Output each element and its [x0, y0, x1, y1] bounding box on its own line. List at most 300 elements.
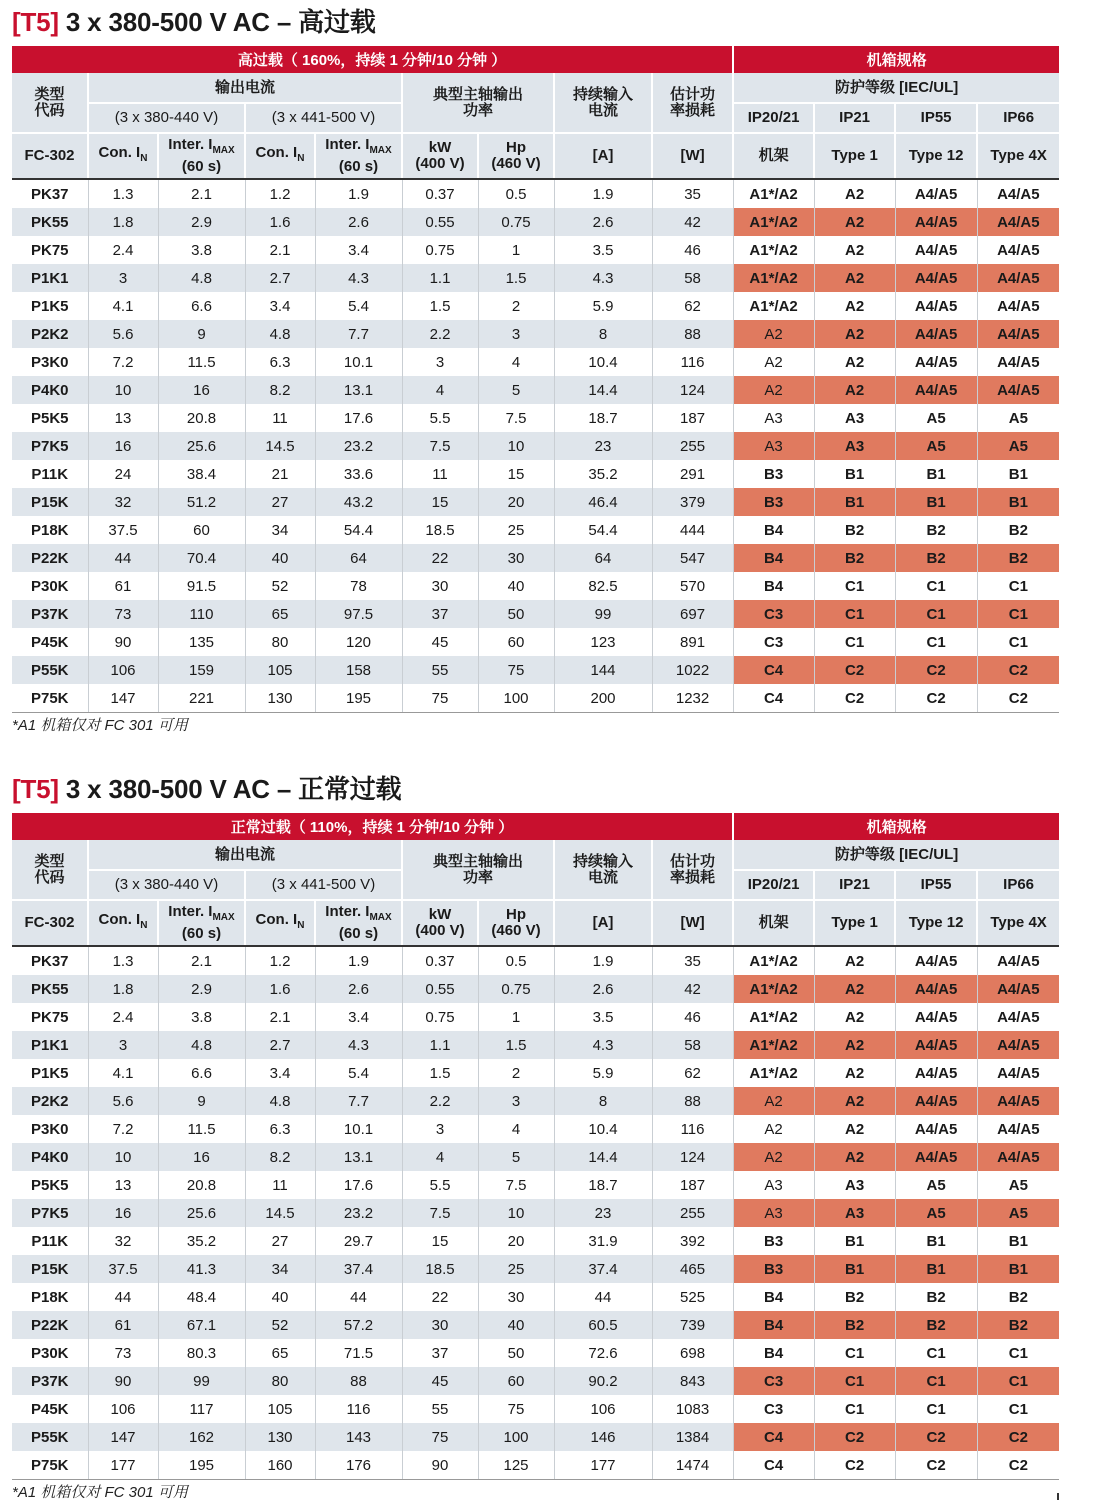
table-cell: 4.8 [245, 320, 315, 348]
table-cell: 10 [88, 1143, 158, 1171]
table-cell: 1.9 [315, 179, 402, 208]
table-cell: 14.4 [554, 376, 652, 404]
enclosure-cell: A2 [733, 320, 814, 348]
table-cell: 7.7 [315, 320, 402, 348]
enclosure-cell: C1 [895, 1395, 977, 1423]
ip-class-header: IP21 [814, 103, 895, 133]
enclosure-cell: B1 [977, 488, 1059, 516]
output-current-header: 输出电流 [88, 73, 402, 103]
table-cell: 120 [315, 628, 402, 656]
enclosure-cell: A2 [814, 264, 895, 292]
enclosure-cell: A4/A5 [895, 975, 977, 1003]
enclosure-cell: B3 [733, 460, 814, 488]
enclosure-cell: A3 [814, 432, 895, 460]
table-cell: 4 [478, 1115, 554, 1143]
table-cell: 0.75 [402, 1003, 478, 1031]
table-cell: 4.8 [158, 264, 245, 292]
table-cell: 3 [402, 1115, 478, 1143]
con-in-header: Con. $I_N$ [88, 900, 158, 946]
table-cell: 44 [554, 1283, 652, 1311]
table-cell: 22 [402, 1283, 478, 1311]
table-cell: 11.5 [158, 348, 245, 376]
table-cell: 7.2 [88, 348, 158, 376]
type1-header: Type 1 [814, 900, 895, 946]
header-line: Inter. $I_{MAX}$ [325, 903, 392, 923]
table-cell: 31.9 [554, 1227, 652, 1255]
model-code-cell: PK55 [12, 208, 88, 236]
table-cell: 0.5 [478, 179, 554, 208]
table-cell: 116 [315, 1395, 402, 1423]
table-cell: 32 [88, 1227, 158, 1255]
enclosure-cell: A2 [814, 320, 895, 348]
table-cell: 1.5 [402, 1059, 478, 1087]
table-cell: 5.4 [315, 1059, 402, 1087]
header-line: kW [428, 906, 452, 923]
enclosure-cell: A2 [733, 1143, 814, 1171]
con-in-header: Con. $I_N$ [245, 133, 315, 179]
table-cell: 1.9 [315, 946, 402, 975]
enclosure-cell: A1*/A2 [733, 946, 814, 975]
table-cell: 75 [478, 1395, 554, 1423]
table-cell: 45 [402, 1367, 478, 1395]
watts-unit-header: [W] [652, 133, 733, 179]
enclosure-cell: B1 [814, 1255, 895, 1283]
table-cell: 90 [88, 628, 158, 656]
enclosure-cell: A2 [814, 236, 895, 264]
table-cell: 4.3 [315, 1031, 402, 1059]
table-cell: 61 [88, 1311, 158, 1339]
enclosure-cell: C2 [814, 1423, 895, 1451]
table-row [12, 1339, 1059, 1367]
table-cell: 16 [88, 432, 158, 460]
voltage-range-2: (3 x 441-500 V) [245, 870, 402, 900]
enclosure-cell: C2 [895, 656, 977, 684]
frame-header: 机架 [733, 133, 814, 179]
table-cell: 4.3 [554, 1031, 652, 1059]
enclosure-cell: A4/A5 [895, 292, 977, 320]
enclosure-cell: A1*/A2 [733, 236, 814, 264]
table-cell: 4.1 [88, 1059, 158, 1087]
table-cell: 1.8 [88, 975, 158, 1003]
model-code-cell: P37K [12, 600, 88, 628]
table-cell: 1.5 [402, 292, 478, 320]
model-code-cell: P75K [12, 684, 88, 713]
inter-imax-header [158, 900, 245, 946]
table-cell: 73 [88, 1339, 158, 1367]
enclosure-cell: C1 [814, 600, 895, 628]
table-row [12, 1003, 1059, 1031]
table-cell: 2 [478, 1059, 554, 1087]
table-cell: 106 [554, 1395, 652, 1423]
table-cell: 10 [88, 376, 158, 404]
con-in-header: Con. $I_N$ [88, 133, 158, 179]
header-line: 功率 [462, 868, 493, 886]
table-cell: 160 [245, 1451, 315, 1480]
table-cell: 78 [315, 572, 402, 600]
header-line: 电流 [587, 101, 618, 119]
table-cell: 5.9 [554, 1059, 652, 1087]
kw-header [402, 133, 478, 179]
table-cell: 40 [245, 1283, 315, 1311]
table-cell: 3.8 [158, 1003, 245, 1031]
enclosure-cell: C1 [895, 628, 977, 656]
table-cell: 57.2 [315, 1311, 402, 1339]
table-cell: 8 [554, 320, 652, 348]
table-cell: 33.6 [315, 460, 402, 488]
table-cell: 10.4 [554, 348, 652, 376]
enclosure-cell: A2 [814, 376, 895, 404]
model-code-cell: P1K1 [12, 264, 88, 292]
table-cell: 105 [245, 1395, 315, 1423]
enclosure-cell: C2 [895, 684, 977, 713]
enclosure-cell: C2 [977, 1451, 1059, 1480]
header-line: (60 s) [338, 925, 379, 942]
table-cell: 9 [158, 1087, 245, 1115]
table-row [12, 404, 1059, 432]
section-high-overload [12, 5, 1059, 739]
table-cell: 2.4 [88, 236, 158, 264]
enclosure-cell: B3 [733, 488, 814, 516]
enclosure-cell: A4/A5 [895, 1059, 977, 1087]
table-cell: 11 [245, 404, 315, 432]
power-loss-header [652, 73, 733, 133]
enclosure-cell: A4/A5 [895, 1143, 977, 1171]
header-line: Hp [506, 906, 526, 923]
table-cell: 44 [88, 544, 158, 572]
model-code-cell: P3K0 [12, 1115, 88, 1143]
table-cell: 38.4 [158, 460, 245, 488]
table-cell: 11.5 [158, 1115, 245, 1143]
enclosure-cell: C3 [733, 1367, 814, 1395]
enclosure-cell: A5 [1008, 1176, 1028, 1194]
enclosure-cell: B2 [895, 544, 977, 572]
enclosure-cell: A4/A5 [895, 946, 977, 975]
table-cell: 465 [652, 1255, 733, 1283]
table-cell: 30 [478, 544, 554, 572]
table-cell: 21 [245, 460, 315, 488]
table-cell: 46 [652, 236, 733, 264]
enclosure-cell: B2 [814, 1283, 895, 1311]
enclosure-cell: C1 [895, 1339, 977, 1367]
table-row [12, 348, 1059, 376]
table-cell: 379 [652, 488, 733, 516]
table-cell: 30 [402, 1311, 478, 1339]
table-cell: 22 [402, 544, 478, 572]
header-line: (400 V) [415, 922, 465, 939]
model-code-cell: P3K0 [12, 348, 88, 376]
table-cell: 20.8 [158, 1171, 245, 1199]
table-cell: 187 [652, 1171, 733, 1199]
table-cell: 123 [554, 628, 652, 656]
inter-imax-header [158, 133, 245, 179]
enclosure-cell: C2 [814, 656, 895, 684]
table-cell: 1 [478, 236, 554, 264]
header-line: 估计功 [670, 852, 716, 870]
enclosure-cell: B4 [733, 544, 814, 572]
table-cell: 91.5 [158, 572, 245, 600]
table-cell: 147 [88, 1423, 158, 1451]
enclosure-cell: A1*/A2 [733, 179, 814, 208]
header-line: Inter. $I_{MAX}$ [325, 136, 392, 156]
enclosure-cell: C1 [814, 628, 895, 656]
enclosure-cell: A2 [814, 348, 895, 376]
table-cell: 116 [652, 1115, 733, 1143]
table-cell: 88 [315, 1367, 402, 1395]
model-header [12, 840, 88, 900]
table-cell: 5 [478, 1143, 554, 1171]
enclosure-cell: C1 [895, 1367, 977, 1395]
enclosure-cell: C1 [814, 1395, 895, 1423]
table-cell: 55 [402, 656, 478, 684]
subscript: MAX [369, 912, 392, 923]
subscript: N [140, 153, 148, 164]
enclosure-cell: C2 [895, 1423, 977, 1451]
table-cell: 117 [158, 1395, 245, 1423]
table-cell: 16 [88, 1199, 158, 1227]
table-cell: 4.1 [88, 292, 158, 320]
table-cell: 23.2 [315, 432, 402, 460]
table-cell: 41.3 [158, 1255, 245, 1283]
table-cell: 116 [652, 348, 733, 376]
enclosure-cell: A4/A5 [895, 208, 977, 236]
enclosure-cell: B4 [733, 572, 814, 600]
table-cell: 739 [652, 1311, 733, 1339]
table-cell: 5.5 [402, 1171, 478, 1199]
table-cell: 13 [88, 404, 158, 432]
enclosure-cell: B4 [733, 1311, 814, 1339]
table-cell: 0.37 [402, 179, 478, 208]
model-code-cell: P7K5 [12, 432, 88, 460]
enclosure-cell: C4 [733, 1423, 814, 1451]
table-cell: 40 [478, 1311, 554, 1339]
table-row [12, 1227, 1059, 1255]
table-cell: 48.4 [158, 1283, 245, 1311]
enclosure-cell: C1 [895, 600, 977, 628]
enclosure-cell: A4/A5 [895, 376, 977, 404]
enclosure-cell: C2 [895, 1451, 977, 1480]
enclosure-cell: A4/A5 [977, 1087, 1059, 1115]
table-cell: 2.6 [554, 208, 652, 236]
table-cell: 90 [88, 1367, 158, 1395]
table-cell: 58 [652, 264, 733, 292]
enclosure-cell: A2 [814, 1059, 895, 1087]
table-cell: 50 [478, 1339, 554, 1367]
banner-row [12, 813, 1059, 840]
fc-header: FC-302 [12, 133, 88, 179]
table-cell: 61 [88, 572, 158, 600]
table-row [12, 179, 1059, 208]
enclosure-cell: B1 [895, 488, 977, 516]
enclosure-cell: A4/A5 [997, 1120, 1040, 1138]
enclosure-cell: A5 [977, 1199, 1059, 1227]
table-cell: 37.4 [554, 1255, 652, 1283]
enclosure-cell: C1 [1008, 577, 1028, 595]
table-row [12, 628, 1059, 656]
enclosure-cell: A4/A5 [997, 297, 1040, 315]
table-cell: 3.4 [315, 1003, 402, 1031]
enclosure-cell: A5 [895, 1199, 977, 1227]
table-cell: 195 [158, 1451, 245, 1480]
table-cell: 37.4 [315, 1255, 402, 1283]
model-code-cell: PK37 [12, 946, 88, 975]
table-cell: 570 [652, 572, 733, 600]
table-cell: 14.5 [245, 1199, 315, 1227]
enclosure-cell: A4/A5 [977, 208, 1059, 236]
enclosure-cell: C3 [733, 628, 814, 656]
enclosure-cell: C4 [733, 684, 814, 713]
enclosure-cell: A4/A5 [997, 1064, 1040, 1082]
table-cell: 130 [245, 684, 315, 713]
enclosure-banner: 机箱规格 [733, 813, 1059, 840]
table-cell: 1083 [652, 1395, 733, 1423]
model-code-cell: P30K [12, 1339, 88, 1367]
model-code-cell: P11K [12, 460, 88, 488]
table-cell: 75 [402, 684, 478, 713]
enclosure-cell: A4/A5 [997, 185, 1040, 203]
table-cell: 2.2 [402, 320, 478, 348]
table-row [12, 432, 1059, 460]
header-line: (460 V) [491, 922, 541, 939]
table-cell: 6.6 [158, 292, 245, 320]
table-cell: 13.1 [315, 376, 402, 404]
table-cell: 10.1 [315, 348, 402, 376]
enclosure-cell: B1 [977, 1255, 1059, 1283]
table-cell: 106 [88, 1395, 158, 1423]
table-cell: 3.4 [315, 236, 402, 264]
model-code-cell: P45K [12, 628, 88, 656]
enclosure-cell: A2 [814, 975, 895, 1003]
power-loss-header [652, 840, 733, 900]
section-tag: [T5] [12, 774, 59, 804]
table-cell: 37.5 [88, 1255, 158, 1283]
table-cell: 50 [478, 600, 554, 628]
enclosure-cell: A5 [895, 1171, 977, 1199]
table-cell: 30 [478, 1283, 554, 1311]
enclosure-cell: A4/A5 [977, 1031, 1059, 1059]
header-line: (400 V) [415, 155, 465, 172]
table-cell: 0.55 [402, 208, 478, 236]
enclosure-cell: B1 [814, 488, 895, 516]
table-cell: 35 [652, 946, 733, 975]
header-line: (60 s) [338, 158, 379, 175]
enclosure-cell: A1*/A2 [733, 264, 814, 292]
enclosure-cell: B3 [733, 1255, 814, 1283]
enclosure-cell: A2 [814, 946, 895, 975]
table-cell: 82.5 [554, 572, 652, 600]
table-cell: 5.4 [315, 292, 402, 320]
banner-row [12, 46, 1059, 73]
table-cell: 71.5 [315, 1339, 402, 1367]
table-row [12, 544, 1059, 572]
table-cell: 25.6 [158, 432, 245, 460]
table-cell: 32 [88, 488, 158, 516]
table-cell: 130 [245, 1423, 315, 1451]
table-cell: 64 [315, 544, 402, 572]
table-cell: 34 [245, 516, 315, 544]
protection-header: 防护等级 [IEC/UL] [733, 840, 1059, 870]
section-title-text: 3 x 380-500 V AC – 高过载 [58, 7, 376, 37]
table-cell: 177 [88, 1451, 158, 1480]
inter-imax-header [315, 133, 402, 179]
enclosure-cell: A4/A5 [977, 975, 1059, 1003]
model-code-cell: P18K [12, 1283, 88, 1311]
table-cell: 3.4 [245, 292, 315, 320]
table-cell: 4.8 [245, 1087, 315, 1115]
table-cell: 90 [402, 1451, 478, 1480]
enclosure-cell: A4/A5 [977, 376, 1059, 404]
enclosure-cell: C2 [977, 1423, 1059, 1451]
table-cell: 5.5 [402, 404, 478, 432]
table-cell: 2.1 [158, 179, 245, 208]
table-cell: 20 [478, 488, 554, 516]
section-title [12, 5, 1059, 39]
enclosure-cell: A4/A5 [895, 348, 977, 376]
spec-table [12, 813, 1059, 1480]
enclosure-cell: B2 [895, 1311, 977, 1339]
table-row [12, 1087, 1059, 1115]
table-cell: 2.4 [88, 1003, 158, 1031]
table-cell: 124 [652, 376, 733, 404]
table-row [12, 1283, 1059, 1311]
table-cell: 146 [554, 1423, 652, 1451]
table-cell: 2.6 [554, 975, 652, 1003]
table-cell: 1.8 [88, 208, 158, 236]
enclosure-cell: A4/A5 [895, 320, 977, 348]
con-in-header: Con. $I_N$ [245, 900, 315, 946]
hp-header [478, 900, 554, 946]
header-line: Hp [506, 139, 526, 156]
table-cell: 67.1 [158, 1311, 245, 1339]
table-cell: 27 [245, 488, 315, 516]
table-cell: 45 [402, 628, 478, 656]
table-cell: 37 [402, 600, 478, 628]
table-cell: 2.6 [315, 208, 402, 236]
enclosure-cell: A3 [814, 404, 895, 432]
table-cell: 16 [158, 1143, 245, 1171]
table-cell: 13.1 [315, 1143, 402, 1171]
table-cell: 3 [88, 264, 158, 292]
table-cell: 35.2 [554, 460, 652, 488]
type12-header: Type 12 [895, 133, 977, 179]
section-tag: [T5] [12, 7, 59, 37]
subscript: MAX [369, 145, 392, 156]
kw-header [402, 900, 478, 946]
enclosure-cell: A2 [814, 292, 895, 320]
table-cell: 1.9 [554, 946, 652, 975]
header-line: 估计功 [670, 85, 716, 103]
table-cell: 11 [402, 460, 478, 488]
table-cell: 547 [652, 544, 733, 572]
table-cell: 1.6 [245, 975, 315, 1003]
model-code-cell: P5K5 [12, 404, 88, 432]
enclosure-cell: C4 [733, 656, 814, 684]
footnote: *A1 机箱仅对 FC 301 可用 [12, 717, 188, 734]
section-normal-overload [12, 772, 1059, 1506]
table-cell: 20.8 [158, 404, 245, 432]
enclosure-cell: A3 [733, 432, 814, 460]
header-row [12, 900, 1059, 946]
table-cell: 72.6 [554, 1339, 652, 1367]
table-cell: 891 [652, 628, 733, 656]
table-cell: 392 [652, 1227, 733, 1255]
table-row [12, 208, 1059, 236]
table-cell: 99 [158, 1367, 245, 1395]
table-cell: 100 [478, 1423, 554, 1451]
header-line: (60 s) [181, 158, 222, 175]
enclosure-cell: A3 [814, 1199, 895, 1227]
enclosure-cell: A4/A5 [895, 236, 977, 264]
table-cell: 158 [315, 656, 402, 684]
